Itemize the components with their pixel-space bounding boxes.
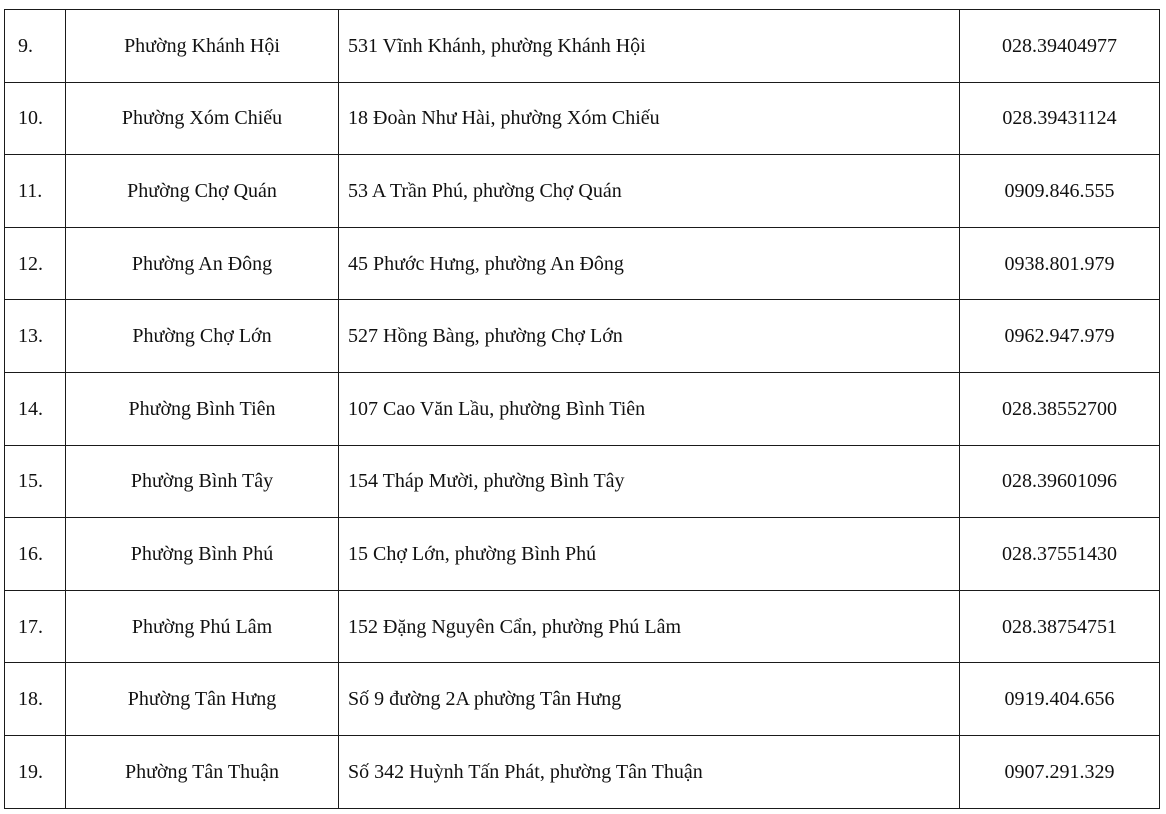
ward-address: 107 Cao Văn Lầu, phường Bình Tiên — [339, 372, 960, 445]
ward-phone: 028.38754751 — [960, 590, 1160, 663]
row-index: 13. — [5, 300, 66, 373]
row-index: 18. — [5, 663, 66, 736]
ward-phone: 0962.947.979 — [960, 300, 1160, 373]
row-index: 15. — [5, 445, 66, 518]
ward-name: Phường Chợ Lớn — [66, 300, 339, 373]
row-index: 14. — [5, 372, 66, 445]
table-body — [5, 10, 1160, 809]
row-index: 10. — [5, 82, 66, 155]
table-row — [5, 155, 1160, 228]
ward-address: 15 Chợ Lớn, phường Bình Phú — [339, 518, 960, 591]
ward-address: 18 Đoàn Như Hài, phường Xóm Chiếu — [339, 82, 960, 155]
ward-address: 53 A Trần Phú, phường Chợ Quán — [339, 155, 960, 228]
ward-phone: 0907.291.329 — [960, 735, 1160, 808]
ward-phone: 028.39404977 — [960, 10, 1160, 83]
row-index: 9. — [5, 10, 66, 83]
ward-phone: 028.37551430 — [960, 518, 1160, 591]
table-row — [5, 590, 1160, 663]
ward-phone: 028.39431124 — [960, 82, 1160, 155]
ward-contact-table — [4, 9, 1160, 809]
table-row — [5, 300, 1160, 373]
table-row — [5, 445, 1160, 518]
row-index: 16. — [5, 518, 66, 591]
ward-name: Phường Xóm Chiếu — [66, 82, 339, 155]
table-row — [5, 372, 1160, 445]
ward-phone: 0909.846.555 — [960, 155, 1160, 228]
ward-name: Phường An Đông — [66, 227, 339, 300]
ward-address: 45 Phước Hưng, phường An Đông — [339, 227, 960, 300]
ward-name: Phường Bình Tây — [66, 445, 339, 518]
ward-name: Phường Phú Lâm — [66, 590, 339, 663]
ward-address: 152 Đặng Nguyên Cẩn, phường Phú Lâm — [339, 590, 960, 663]
ward-name: Phường Chợ Quán — [66, 155, 339, 228]
ward-name: Phường Bình Phú — [66, 518, 339, 591]
ward-address: 531 Vĩnh Khánh, phường Khánh Hội — [339, 10, 960, 83]
ward-phone: 028.38552700 — [960, 372, 1160, 445]
ward-address: Số 9 đường 2A phường Tân Hưng — [339, 663, 960, 736]
table-row — [5, 663, 1160, 736]
row-index: 11. — [5, 155, 66, 228]
ward-name: Phường Tân Hưng — [66, 663, 339, 736]
ward-address: 154 Tháp Mười, phường Bình Tây — [339, 445, 960, 518]
row-index: 12. — [5, 227, 66, 300]
row-index: 19. — [5, 735, 66, 808]
ward-address: Số 342 Huỳnh Tấn Phát, phường Tân Thuận — [339, 735, 960, 808]
table-row — [5, 82, 1160, 155]
ward-phone: 0919.404.656 — [960, 663, 1160, 736]
table-row — [5, 227, 1160, 300]
ward-contact-table-container — [4, 9, 1160, 809]
table-row — [5, 518, 1160, 591]
ward-address: 527 Hồng Bàng, phường Chợ Lớn — [339, 300, 960, 373]
ward-name: Phường Bình Tiên — [66, 372, 339, 445]
row-index: 17. — [5, 590, 66, 663]
table-row — [5, 10, 1160, 83]
ward-name: Phường Tân Thuận — [66, 735, 339, 808]
ward-name: Phường Khánh Hội — [66, 10, 339, 83]
ward-phone: 028.39601096 — [960, 445, 1160, 518]
ward-phone: 0938.801.979 — [960, 227, 1160, 300]
table-row — [5, 735, 1160, 808]
